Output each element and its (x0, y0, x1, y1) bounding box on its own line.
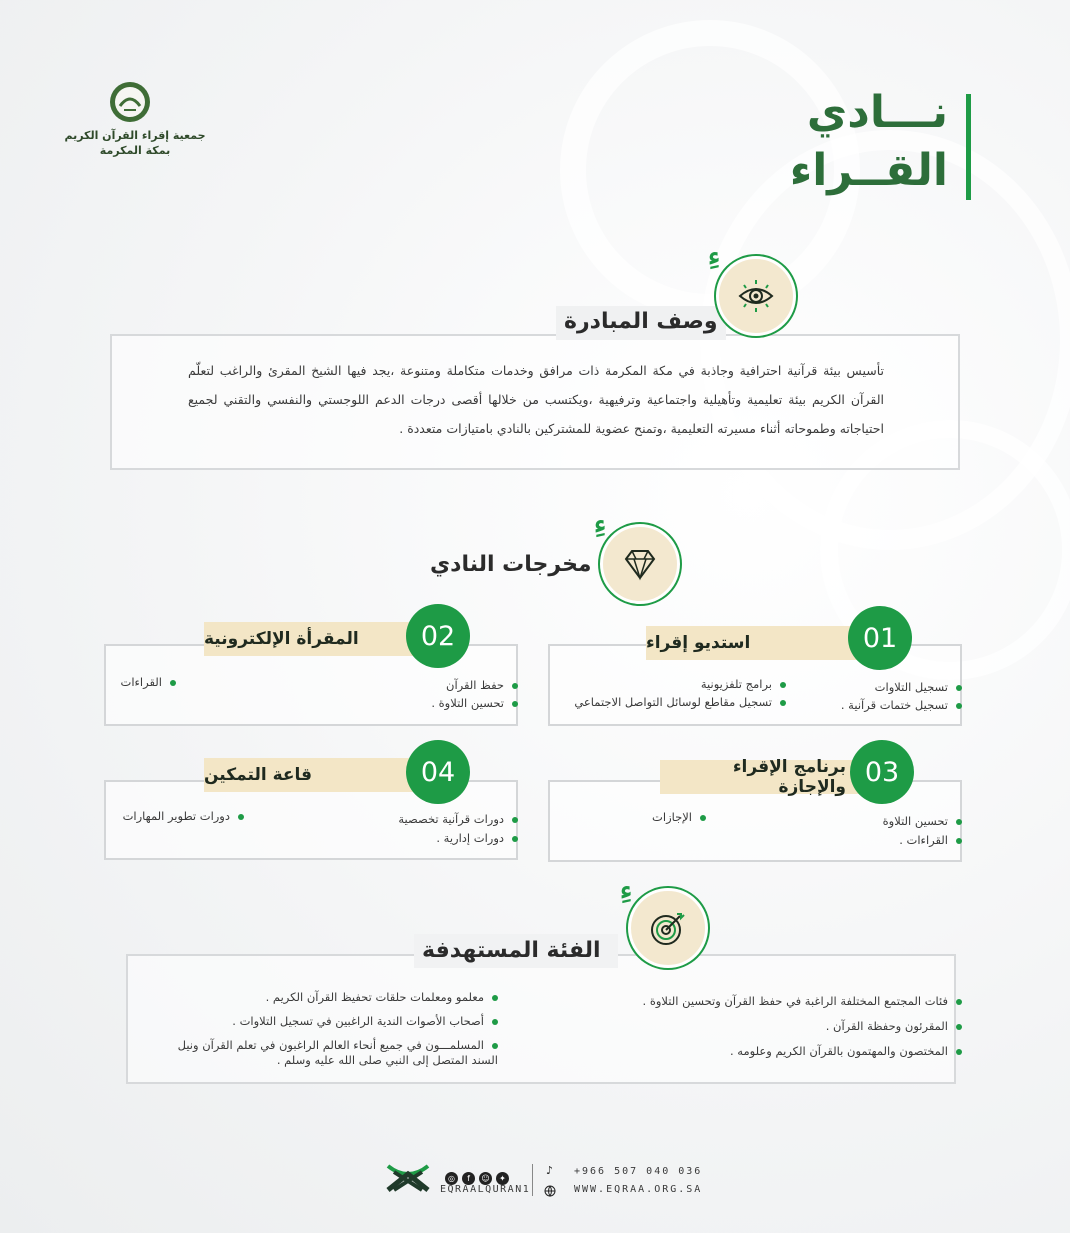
website-link[interactable]: WWW.EQRAA.ORG.SA (574, 1184, 703, 1195)
org-name-line1: جمعية إقراء القرآن الكريم (64, 129, 206, 142)
outputs-icon-badge (600, 524, 680, 604)
twitter-icon[interactable]: ✦ (496, 1172, 509, 1185)
list-item: برامج تلفزيونية (701, 677, 786, 691)
list-item: المسلمـــون في جميع أنحاء العالم الراغبون في تعلم القرآن ونيل السند المتصل إلى النبي صلى الله عليه وسلم . (177, 1038, 498, 1067)
description-icon-badge (716, 256, 796, 336)
description-heading: وصف المبادرة (564, 309, 718, 334)
facebook-icon[interactable]: f (462, 1172, 475, 1185)
target-icon-badge (628, 888, 708, 968)
output-card-04-title-text: قاعة التمكين (204, 765, 313, 785)
phone-number[interactable]: +966 507 040 036 (574, 1166, 703, 1177)
list-item: المقرئون وحفظة القرآن . (826, 1019, 962, 1034)
hamza-glyph: ءِ (620, 876, 633, 906)
outputs-heading: مخرجات النادي (430, 552, 592, 577)
list-item: أصحاب الأصوات الندية الراغبين في تسجيل التلاوات . (232, 1014, 498, 1029)
list-item: القراءات (121, 675, 177, 689)
output-card-01-number: 01 (848, 606, 912, 670)
instagram-icon[interactable]: ◎ (445, 1172, 458, 1185)
list-item: فئات المجتمع المختلفة الراغبة في حفظ القرآن وتحسين التلاوة . (643, 994, 962, 1009)
output-card-01-title (646, 626, 860, 660)
page-title (790, 84, 948, 200)
footer-divider (532, 1164, 533, 1196)
target-heading: الفئة المستهدفة (422, 938, 601, 963)
eye-icon (736, 276, 776, 316)
list-item: الإجازات (652, 810, 706, 824)
output-card-04-title (204, 758, 424, 792)
output-card-03-title (660, 757, 860, 797)
snapchat-icon[interactable]: ☺ (479, 1172, 492, 1185)
list-item: دورات تطوير المهارات (123, 809, 244, 823)
org-name-line2: بمكة المكرمة (99, 144, 171, 157)
page-title-line1: نـــادي (806, 87, 948, 138)
tiktok-icon[interactable]: ♪ (546, 1164, 554, 1177)
output-card-02-title-text: المقرأة الإلكترونية (204, 629, 359, 649)
footer-logo (384, 1162, 432, 1198)
list-item: دورات إدارية . (436, 831, 518, 845)
list-item: تسجيل ختمات قرآنية . (841, 698, 962, 712)
list-item: تحسين التلاوة (883, 814, 962, 828)
title-accent-bar (966, 94, 971, 200)
org-name (40, 128, 230, 158)
list-item: المختصون والمهتمون بالقرآن الكريم وعلومه . (730, 1044, 962, 1059)
page-title-line2: القــراء (789, 145, 948, 196)
social-handle: EQRAALQURAN1 (440, 1184, 531, 1195)
output-card-04-number: 04 (406, 740, 470, 804)
output-card-02-number: 02 (406, 604, 470, 668)
list-item: تحسين التلاوة . (431, 696, 518, 710)
list-item: معلمو ومعلمات حلقات تحفيظ القرآن الكريم . (266, 990, 498, 1005)
hamza-glyph: ءِ (594, 510, 607, 540)
list-item: تسجيل التلاوات (875, 680, 962, 694)
social-icons (445, 1166, 513, 1185)
output-card-03-number: 03 (850, 740, 914, 804)
list-item: دورات قرآنية تخصصية (398, 812, 518, 826)
list-item: القراءات . (899, 833, 962, 847)
list-item: تسجيل مقاطع لوسائل التواصل الاجتماعي (574, 695, 786, 709)
output-card-03-title-text: برنامج الإقراء والإجازة (732, 757, 846, 797)
globe-icon (544, 1182, 556, 1201)
hamza-glyph: ءِ (708, 242, 721, 272)
output-card-02-title (204, 622, 424, 656)
description-text: تأسيس بيئة قرآنية احترافية وجاذبة في مكة المكرمة ذات مرافق وخدمات متكاملة ومتنوعة ،يجد فيها الشيخ المقرئ والراغب لتعلّم القرآن الكريم بيئة تعليمية وتأهيلية واجتماعية وترفيهية ،ويكتسب من خلالها أقصى درجات الدعم اللوجستي والنفسي والتقني لجميع احتياجاته وطموحاته أثناء مسيرته التعليمية ،وتمنح عضوية للمشتركين بالنادي بامتيازات متعددة . (188, 363, 884, 436)
target-icon (648, 908, 688, 948)
list-item: حفظ القرآن (446, 678, 518, 692)
diamond-icon (620, 544, 660, 584)
logo-emblem (108, 80, 152, 124)
output-card-01-title-text: استديو إقراء (646, 633, 751, 653)
